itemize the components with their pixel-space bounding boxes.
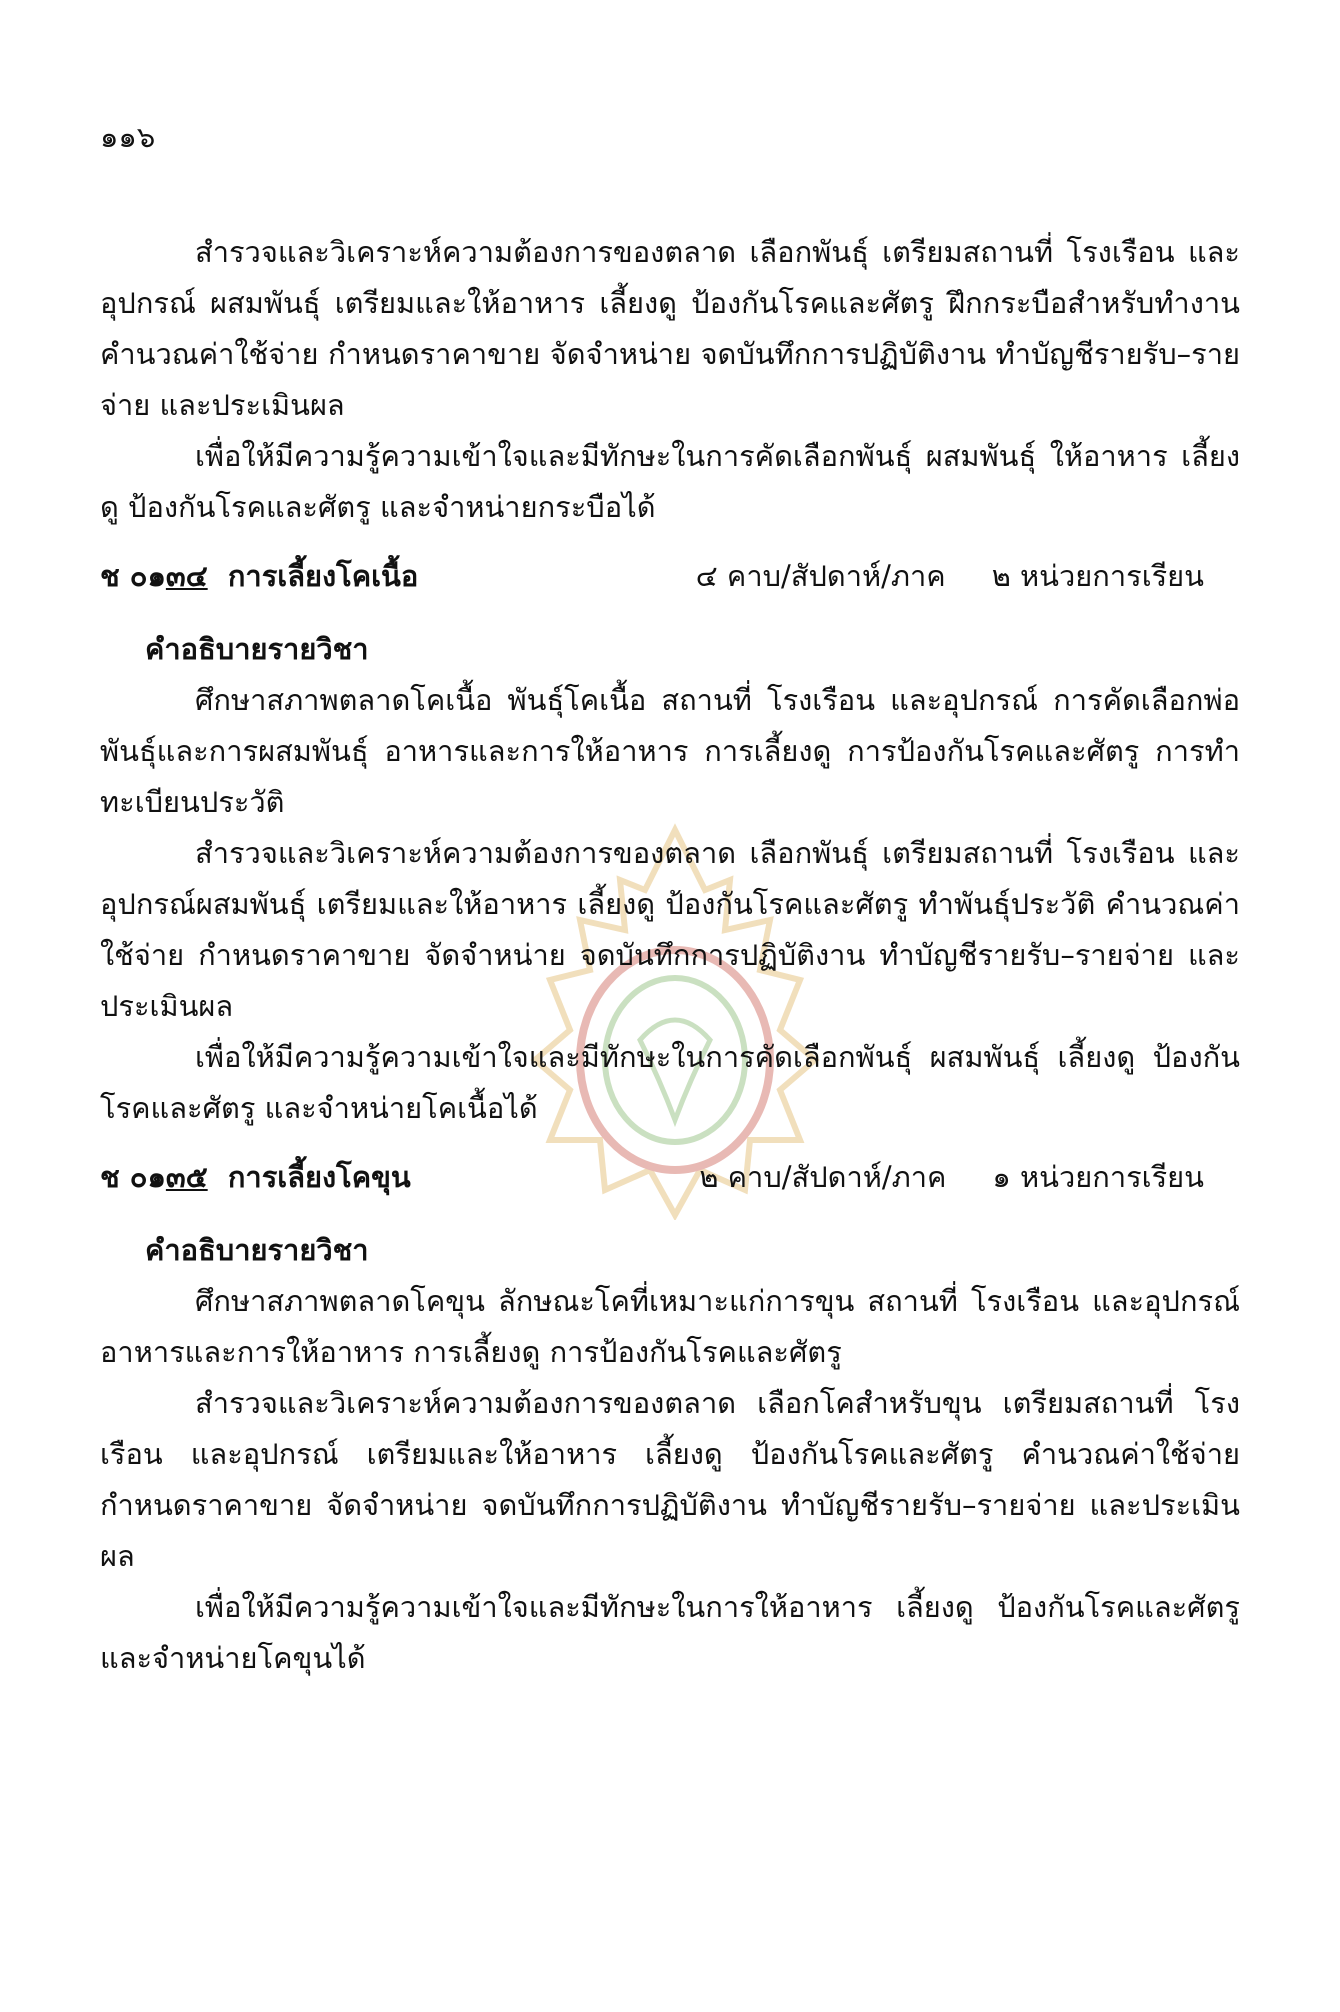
course-code-number: ๓๕ xyxy=(165,1160,208,1194)
course-credits-2: ๑ หน่วยการเรียน xyxy=(992,1160,1204,1194)
course1-paragraph-2: สำรวจและวิเคราะห์ความต้องการของตลาด เลือกพันธุ์ เตรียมสถานที่ โรงเรือน และอุปกรณ์ผสมพันธุ์ เตรียมและให้อาหาร เลี้ยงดู ป้องกันโรคและศัตรู ทำพันธุ์ประวัติ คำนวณค่าใช้จ่าย กำหนดราคาขาย จัดจำหน่าย จดบันทึกการปฏิบัติงาน ทำบัญชีรายรับ–รายจ่าย และประเมินผล xyxy=(100,836,1240,1023)
course1-paragraph-1: ศึกษาสภาพตลาดโคเนื้อ พันธุ์โคเนื้อ สถานที่ โรงเรือน และอุปกรณ์ การคัดเลือกพ่อพันธุ์และการผสมพันธุ์ อาหารและการให้อาหาร การเลี้ยงดู การป้องกันโรคและศัตรู การทำทะเบียนประวัติ xyxy=(100,683,1240,819)
course-periods-1: ๔ คาบ/สัปดาห์/ภาค xyxy=(695,559,946,593)
description-heading-1: คำอธิบายรายวิชา xyxy=(145,632,369,666)
course-code-2 xyxy=(100,1152,411,1203)
intro-paragraph-2: เพื่อให้มีความรู้ความเข้าใจและมีทักษะในการคัดเลือกพันธุ์ ผสมพันธุ์ ให้อาหาร เลี้ยงดู ป้องกันโรคและศัตรู และจำหน่ายกระบือได้ xyxy=(100,439,1240,524)
intro-paragraph-1: สำรวจและวิเคราะห์ความต้องการของตลาด เลือกพันธุ์ เตรียมสถานที่ โรงเรือน และอุปกรณ์ ผสมพันธุ์ เตรียมและให้อาหาร เลี้ยงดู ป้องกันโรคและศัตรู ฝึกกระบือสำหรับทำงาน คำนวณค่าใช้จ่าย กำหนดราคาขาย จัดจำหน่าย จดบันทึกการปฏิบัติงาน ทำบัญชีรายรับ–รายจ่าย และประเมินผล xyxy=(100,235,1240,422)
course1-paragraph-3: เพื่อให้มีความรู้ความเข้าใจและมีทักษะในการคัดเลือกพันธุ์ ผสมพันธุ์ เลี้ยงดู ป้องกันโรคและศัตรู และจำหน่ายโคเนื้อได้ xyxy=(100,1040,1240,1125)
course-hours-1 xyxy=(696,551,1240,602)
course-title-1: การเลี้ยงโคเนื้อ xyxy=(227,559,419,593)
course-code-number: ๓๔ xyxy=(165,559,208,593)
course-heading-2 xyxy=(100,1152,1240,1203)
course-title-2: การเลี้ยงโคขุน xyxy=(227,1160,411,1194)
page-number: ๑๑๖ xyxy=(100,120,156,154)
document-body xyxy=(100,110,1240,1684)
course-code-prefix: ช ๐๑ xyxy=(100,559,166,593)
course-hours-2 xyxy=(699,1152,1240,1203)
course-code-1 xyxy=(100,551,418,602)
description-heading-2: คำอธิบายรายวิชา xyxy=(145,1233,369,1267)
course2-paragraph-1: ศึกษาสภาพตลาดโคขุน ลักษณะโคที่เหมาะแก่การขุน สถานที่ โรงเรือน และอุปกรณ์ อาหารและการให้อาหาร การเลี้ยงดู การป้องกันโรคและศัตรู xyxy=(100,1284,1240,1369)
course-code-prefix: ช ๐๑ xyxy=(100,1160,166,1194)
course2-paragraph-2: สำรวจและวิเคราะห์ความต้องการของตลาด เลือกโคสำหรับขุน เตรียมสถานที่ โรงเรือน และอุปกรณ์ เตรียมและให้อาหาร เลี้ยงดู ป้องกันโรคและศัตรู คำนวณค่าใช้จ่าย กำหนดราคาขาย จัดจำหน่าย จดบันทึกการปฏิบัติงาน ทำบัญชีรายรับ–รายจ่าย และประเมินผล xyxy=(100,1386,1240,1573)
course-heading-1 xyxy=(100,551,1240,602)
course-credits-1: ๒ หน่วยการเรียน xyxy=(991,559,1204,593)
course2-paragraph-3: เพื่อให้มีความรู้ความเข้าใจและมีทักษะในการให้อาหาร เลี้ยงดู ป้องกันโรคและศัตรู และจำหน่ายโคขุนได้ xyxy=(100,1590,1240,1675)
course-periods-2: ๒ คาบ/สัปดาห์/ภาค xyxy=(699,1160,947,1194)
